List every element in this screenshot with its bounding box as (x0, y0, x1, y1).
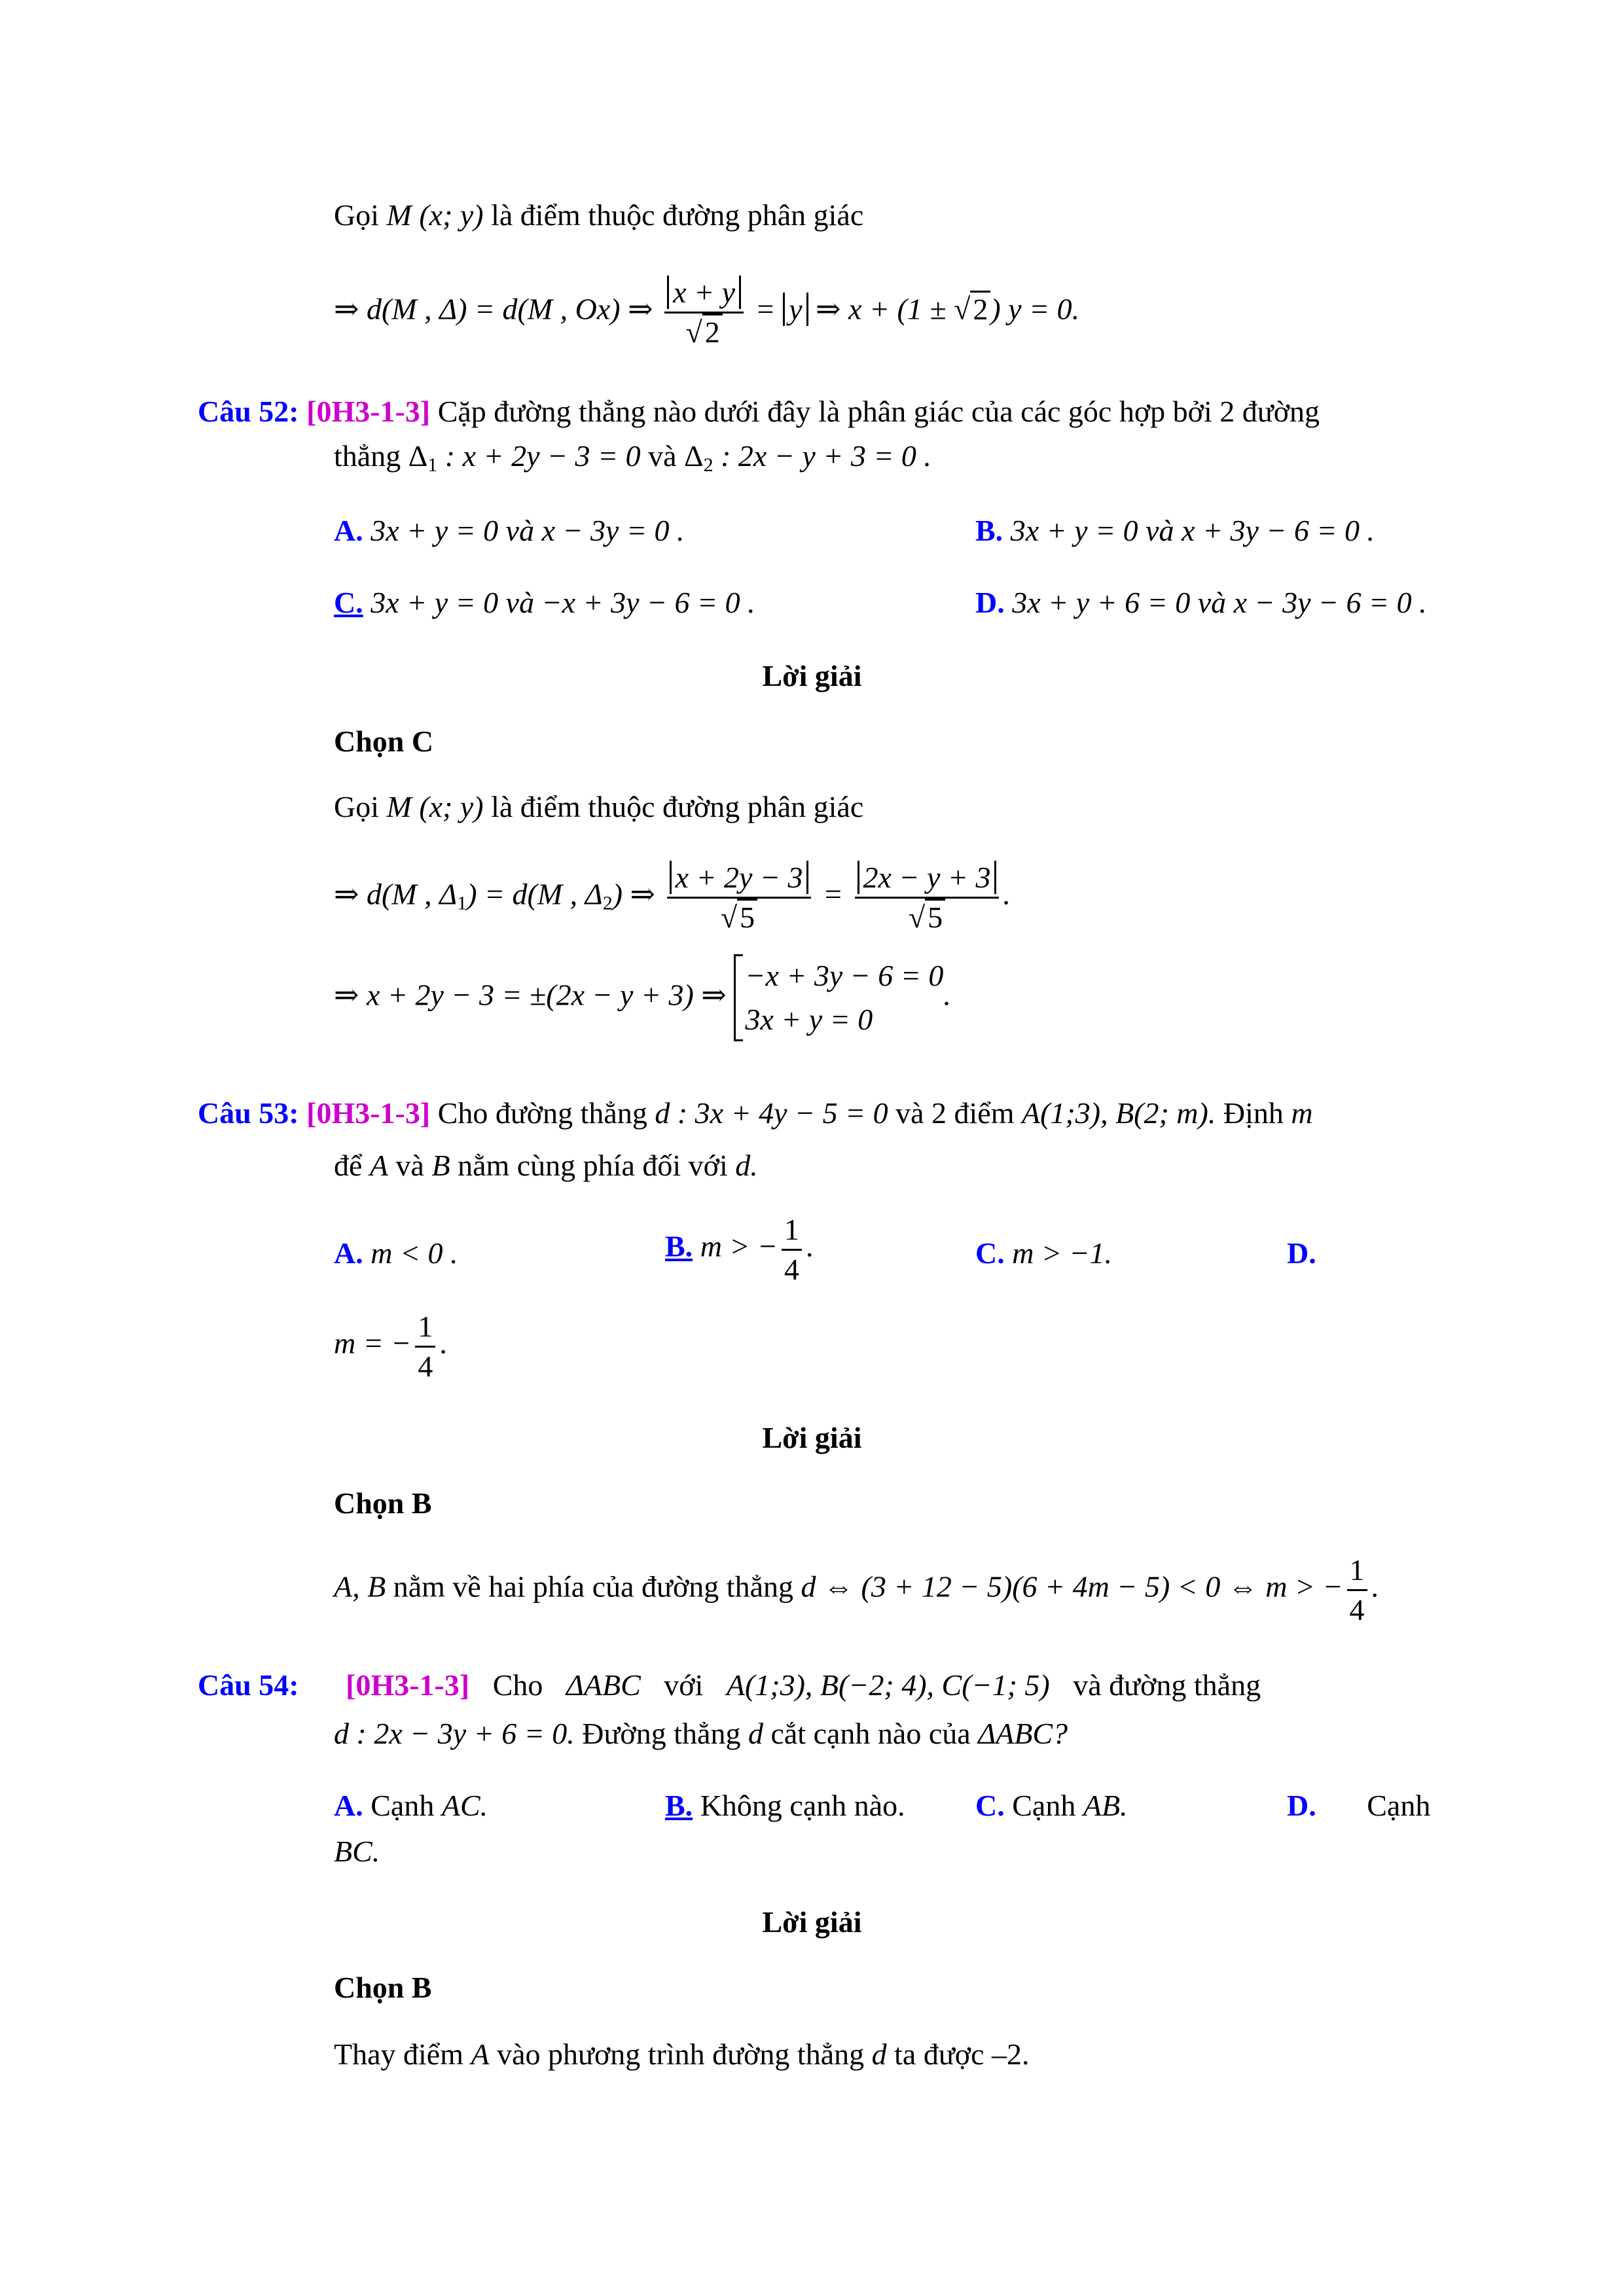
q53-choice: Chọn B (334, 1486, 432, 1520)
q54-option-b[interactable]: B. Không cạnh nào. (665, 1789, 905, 1822)
intro-math: M (x; y) (386, 198, 484, 232)
q54-option-c[interactable]: C. Cạnh AB. (975, 1789, 1128, 1822)
q52-stem-line1: Câu 52: [0H3-1-3] Cặp đường thẳng nào dưới đây là phân giác của các góc hợp bởi 2 đường (198, 395, 1320, 428)
q52-choice: Chọn C (334, 725, 434, 758)
q53-solution-title: Lời giải (762, 1421, 862, 1454)
q54-tag: [0H3-1-3] (346, 1668, 470, 1702)
q52-fraction-2: $\frac{2x - y + 3}{√5}$ (855, 859, 1000, 936)
q54-option-d[interactable]: D. Cạnh (1287, 1789, 1431, 1822)
q54-option-d-value: BC. (334, 1835, 380, 1868)
q53-option-d-fraction: $\frac{1}{4}$ (415, 1308, 435, 1385)
q52-solution-title: Lời giải (762, 659, 862, 692)
q52-option-a[interactable]: A. 3x + y = 0 và x − 3y = 0 . (334, 514, 685, 547)
q54-number: Câu 54: (198, 1668, 299, 1702)
q52-tag: [0H3-1-3] (306, 395, 431, 428)
q52-option-d[interactable]: D. 3x + y + 6 = 0 và x − 3y − 6 = 0 . (975, 586, 1427, 619)
q53-tag: [0H3-1-3] (306, 1096, 431, 1130)
q53-solution-fraction: $\frac{1}{4}$ (1347, 1551, 1367, 1628)
q52-stem-line2: thẳng $\Delta_1$ : x + 2y − 3 = 0 và $\Delta_2$ : 2x − y + 3 = 0 . (334, 439, 931, 476)
q53-number: Câu 53: (198, 1096, 299, 1130)
q52-option-b[interactable]: B. 3x + y = 0 và x + 3y − 6 = 0 . (975, 514, 1375, 547)
q53-option-d-value: m = − $\frac{1}{4}$ . (334, 1308, 447, 1385)
q54-stem-line1: Câu 54: [0H3-1-3] Cho ΔABC với A(1;3), B(−2; 4), C(−1; 5) và đường thẳng (198, 1668, 1261, 1702)
q52-system: −x + 3y − 6 = 0 3x + y = 0 (734, 954, 943, 1041)
q52-number: Câu 52: (198, 395, 299, 428)
intro-text: Gọi (334, 198, 379, 232)
q54-option-a[interactable]: A. Cạnh AC. (334, 1789, 488, 1822)
q52-solution-line2: ⇒ d(M , $\Delta_1) = d(M$ , $\Delta_2$) ⇒ $\frac{x + 2y - 3}{√5}$ = $\frac{2x - y + 3}{√5}$ . (334, 859, 1011, 936)
q52-fraction-1: $\frac{x + 2y - 3}{√5}$ (667, 859, 812, 936)
intro-rest: là điểm thuộc đường phân giác (491, 198, 864, 232)
q53-option-b-fraction: $\frac{1}{4}$ (782, 1211, 802, 1288)
q53-solution-line1: A, B nằm về hai phía của đường thẳng d ⇔ (3 + 12 − 5)(6 + 4m − 5) < 0 ⇔ m > − $\frac{1}{4}$ . (334, 1551, 1379, 1628)
intro-equation: ⇒ d(M , Δ) = d(M , Ox) ⇒ $\frac{x + y}{√2}$ = y ⇒ x + (1 ± √2) y = 0. (334, 274, 1079, 351)
q54-solution-title: Lời giải (762, 1905, 862, 1939)
q53-stem-line1: Câu 53: [0H3-1-3] Cho đường thẳng d : 3x + 4y − 5 = 0 và 2 điểm A(1;3), B(2; m). Định m (198, 1096, 1313, 1130)
q54-stem-line2: d : 2x − 3y + 6 = 0. Đường thẳng d cắt cạnh nào của ΔABC? (334, 1717, 1068, 1750)
intro-fraction: $\frac{x + y}{√2}$ (664, 274, 744, 351)
q53-option-b[interactable]: B. m > − $\frac{1}{4}$ . (665, 1211, 814, 1288)
q52-solution-line3: ⇒ x + 2y − 3 = ±(2x − y + 3) ⇒ −x + 3y − 6 = 0 3x + y = 0 . (334, 954, 951, 1041)
q52-solution-line1: Gọi M (x; y) là điểm thuộc đường phân giác (334, 790, 864, 823)
q53-stem-line2: để A và B nằm cùng phía đối với d. (334, 1149, 758, 1182)
intro-line (334, 196, 863, 234)
q53-option-a[interactable]: A. m < 0 . (334, 1236, 458, 1270)
q54-solution-line1: Thay điểm A vào phương trình đường thẳng d ta được –2. (334, 2037, 1030, 2071)
q52-option-c[interactable]: C. 3x + y = 0 và −x + 3y − 6 = 0 . (334, 586, 755, 619)
q54-choice: Chọn B (334, 1971, 432, 2004)
q53-option-d[interactable]: D. (1287, 1236, 1316, 1270)
q53-option-c[interactable]: C. m > −1. (975, 1236, 1113, 1270)
